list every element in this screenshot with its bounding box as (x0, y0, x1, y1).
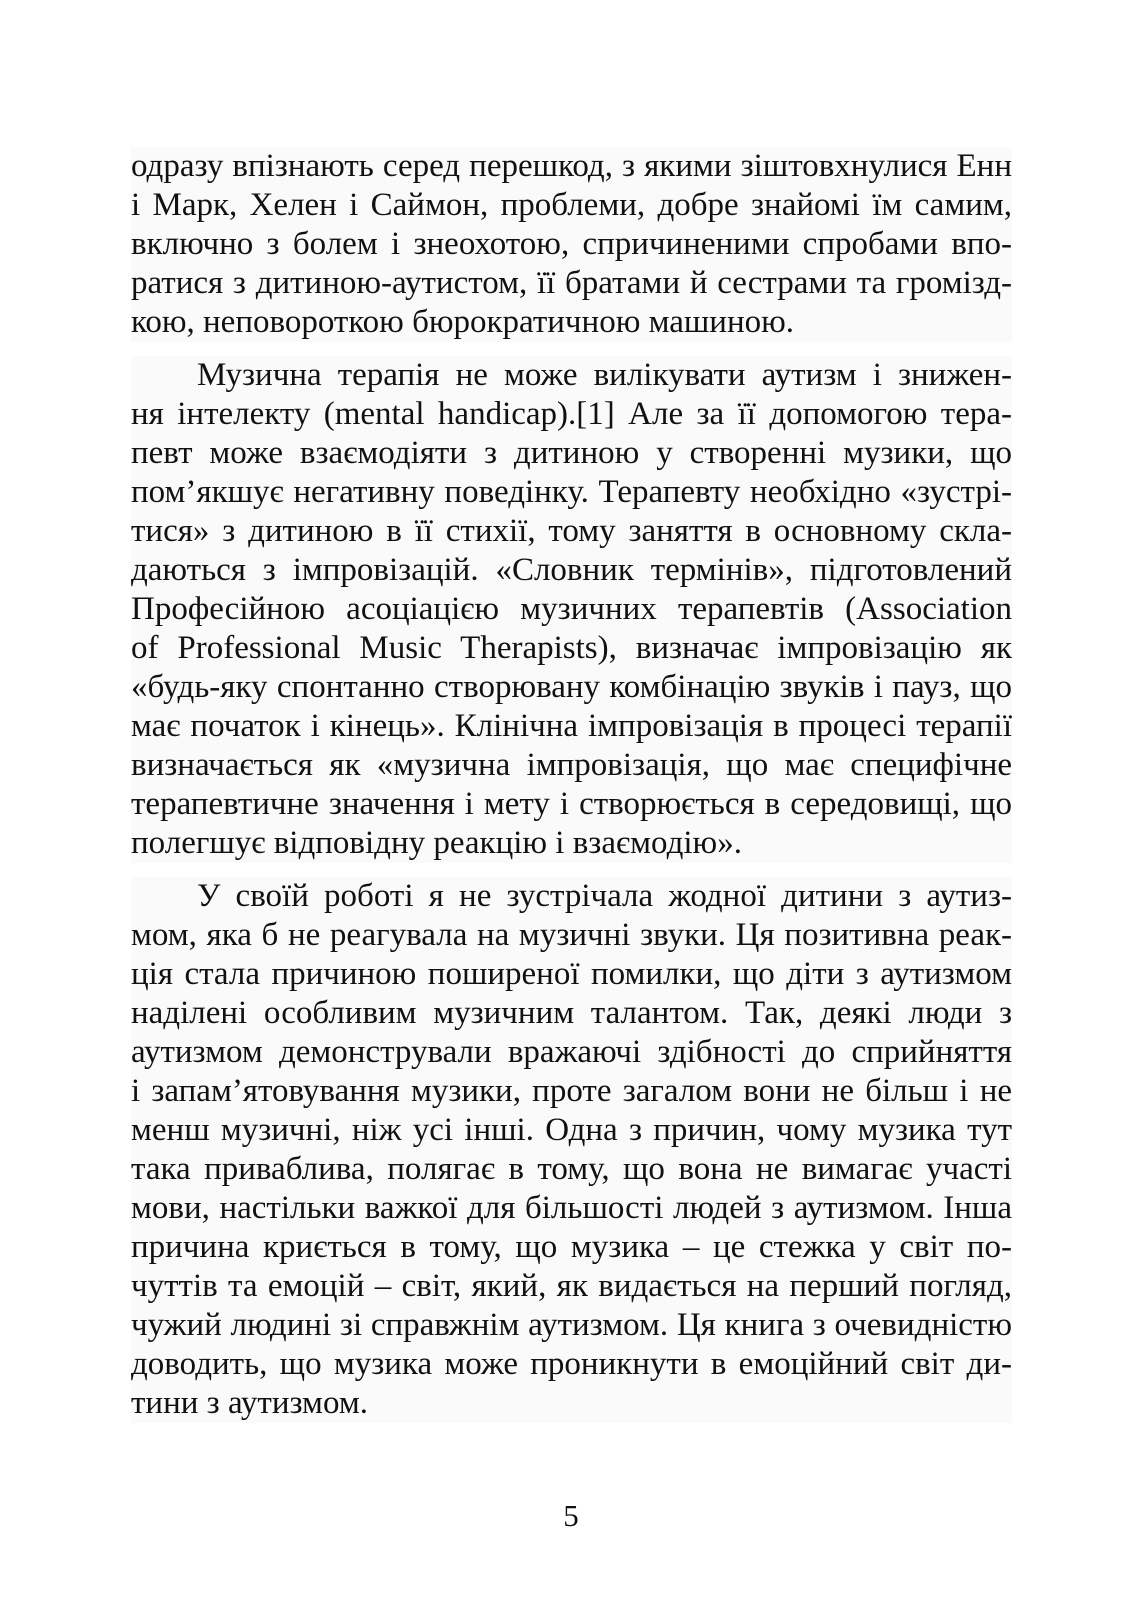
text-line: мови, настільки важкої для більшості людей з аутизмом. Інша (131, 1190, 1012, 1226)
text-line: ня інтелекту (mental handicap).[1] Але за її допомогою тера- (131, 396, 1012, 432)
text-line: Професійною асоціацією музичних терапевтів (Association (131, 591, 1012, 627)
text-line: У своїй роботі я не зустрічала жодної дитини з аутиз- (131, 877, 1012, 916)
text-line: тися» з дитиною в її стихії, тому заняття в основному скла- (131, 513, 1012, 549)
text-line: наділені особливим музичним талантом. Так, деякі люди з (131, 995, 1012, 1031)
text-line: визначається як «музична імпровізація, що має специфічне (131, 747, 1012, 783)
text-line: чуттів та емоцій – світ, який, як видається на перший погляд, (131, 1268, 1012, 1304)
text-line: включно з болем і знеохотою, спричиненими спробами впо- (131, 226, 1012, 262)
text-line: тини з аутизмом. (131, 1384, 1012, 1423)
text-line: доводить, що музика може проникнути в емоційний світ ди- (131, 1346, 1012, 1382)
text-line: Музична терапія не може вилікувати аутизм і знижен- (131, 356, 1012, 395)
page-number: 5 (563, 1498, 579, 1533)
text-line: чужий людині зі справжнім аутизмом. Ця книга з очевидністю (131, 1307, 1012, 1343)
paragraph (131, 877, 1012, 1423)
text-line: мом, яка б не реагувала на музичні звуки. Ця позитивна реак- (131, 917, 1012, 953)
text-line: одразу впізнають серед перешкод, з якими зіштовхнулися Енн (131, 148, 1012, 184)
text-line: даються з імпровізацій. «Словник термінів», підготовлений (131, 552, 1012, 588)
text-line: певт може взаємодіяти з дитиною у створенні музики, що (131, 435, 1012, 471)
text-line: менш музичні, ніж усі інші. Одна з причин, чому музика тут (131, 1112, 1012, 1148)
text-line: of Professional Music Therapists), визначає імпровізацію як (131, 630, 1012, 666)
text-line: «будь-яку спонтанно створювану комбінацію звуків і пауз, що (131, 669, 1012, 705)
text-line: терапевтичне значення і мету і створюється в середовищі, що (131, 786, 1012, 822)
text-line: аутизмом демонстрували вражаючі здібності до сприйняття (131, 1034, 1012, 1070)
body-text (131, 147, 1012, 1423)
text-line: ція стала причиною поширеної помилки, що діти з аутизмом (131, 956, 1012, 992)
text-line: полегшує відповідну реакцію і взаємодію». (131, 824, 1012, 863)
text-line: і запам’ятовування музики, проте загалом вони не більш і не (131, 1073, 1012, 1109)
paragraph (131, 147, 1012, 342)
paragraph (131, 356, 1012, 863)
text-line: має початок і кінець». Клінічна імпровізація в процесі терапії (131, 708, 1012, 744)
text-line: ратися з дитиною-аутистом, її братами й сестрами та громізд- (131, 265, 1012, 301)
text-line: і Марк, Хелен і Саймон, проблеми, добре знайомі їм самим, (131, 187, 1012, 223)
text-line: кою, неповороткою бюрократичною машиною. (131, 303, 1012, 342)
text-line: така приваблива, полягає в тому, що вона не вимагає участі (131, 1151, 1012, 1187)
text-line: пом’якшує негативну поведінку. Терапевту необхідно «зустрі- (131, 474, 1012, 510)
text-line: причина криється в тому, що музика – це стежка у світ по- (131, 1229, 1012, 1265)
